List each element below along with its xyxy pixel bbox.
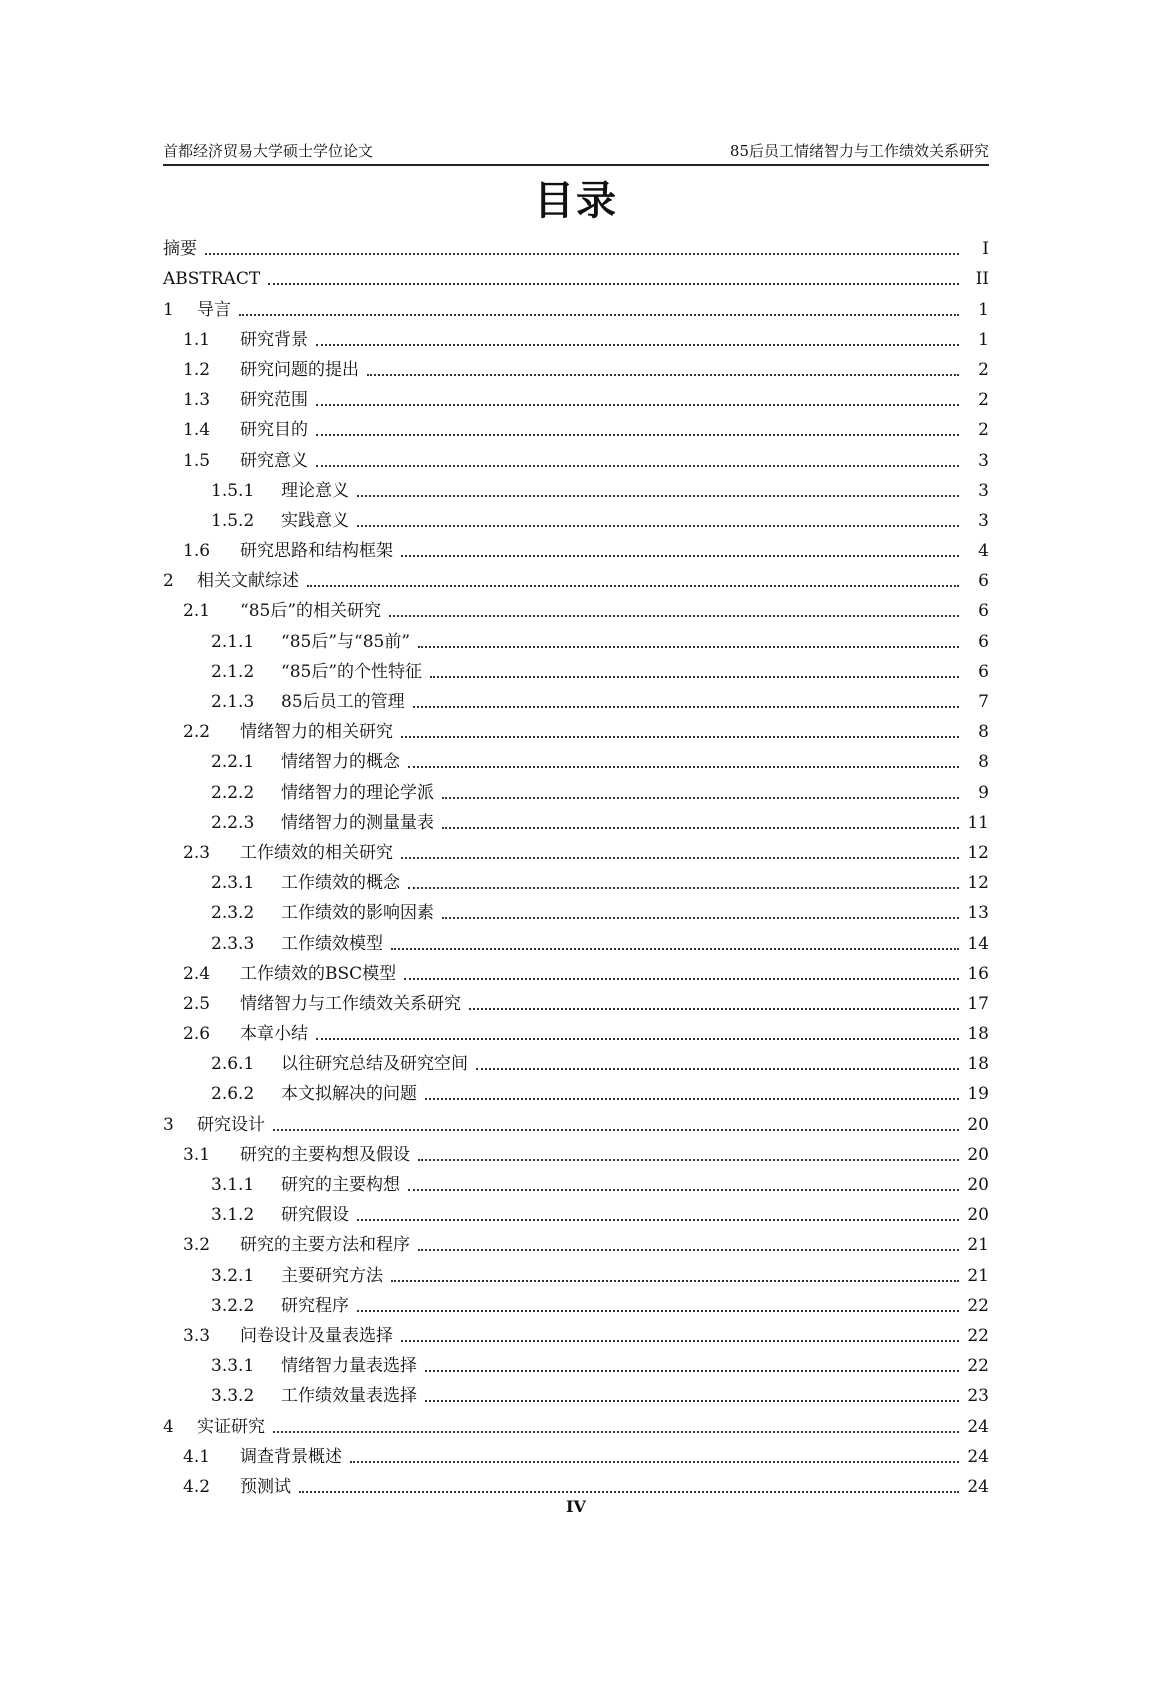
toc-entry-title: 85后员工的管理 [281, 692, 405, 712]
toc-entry-page: 3 [978, 510, 989, 531]
toc-entry[interactable] [163, 1015, 989, 1045]
toc-entry-page: 18 [967, 1024, 989, 1045]
toc-entry[interactable] [163, 1226, 989, 1256]
toc-dot-leader [401, 1339, 959, 1342]
toc-entry-number: 1.5.1 [211, 480, 255, 501]
toc-dot-leader [404, 977, 959, 980]
toc-entry-number: 3.3 [183, 1325, 211, 1346]
toc-entry-page: 1 [978, 299, 989, 320]
toc-entry-title: “85后”的相关研究 [240, 601, 382, 622]
toc-entry-page: 24 [967, 1416, 989, 1437]
page-title: 目录 [534, 178, 618, 224]
toc-entry-page: 2 [978, 359, 989, 380]
toc-entry[interactable] [163, 1075, 989, 1105]
toc-entry-number: 1.1 [183, 329, 211, 350]
page-number: IV [566, 1497, 586, 1516]
toc-dot-leader [389, 614, 959, 617]
toc-entry-page: 11 [967, 812, 989, 833]
toc-entry-title: 问卷设计及量表选择 [240, 1325, 393, 1346]
toc-entry[interactable] [163, 472, 989, 502]
toc-entry[interactable] [163, 985, 989, 1015]
toc-entry[interactable] [163, 1468, 989, 1498]
toc-entry-title: “85后”的个性特征 [281, 661, 423, 682]
toc-entry[interactable] [163, 1287, 989, 1317]
toc-entry-page: 6 [978, 601, 989, 622]
toc-dot-leader [299, 1490, 959, 1493]
toc-entry-title: 情绪智力的概念 [281, 752, 400, 773]
toc-entry[interactable] [163, 1377, 989, 1407]
toc-entry-number: 2.6.1 [211, 1054, 255, 1075]
toc-entry-title: 研究目的 [240, 420, 308, 441]
toc-entry[interactable] [163, 441, 989, 471]
toc-entry-page: 16 [967, 963, 989, 984]
toc-entry-title: 情绪智力量表选择 [281, 1356, 417, 1377]
toc-entry[interactable] [163, 411, 989, 441]
toc-entry-number: 2.4 [183, 963, 211, 984]
toc-entry[interactable] [163, 743, 989, 773]
toc-entry-page: 13 [967, 903, 989, 924]
toc-entry-number: 2.1.3 [211, 692, 255, 712]
toc-dot-leader [408, 765, 959, 768]
toc-entry[interactable] [163, 321, 989, 351]
toc-dot-leader [391, 947, 959, 950]
toc-entry-page: 8 [978, 722, 989, 743]
toc-entry-page: 17 [967, 993, 989, 1014]
toc-entry[interactable] [163, 834, 989, 864]
toc-dot-leader [401, 554, 959, 557]
toc-entry[interactable] [163, 1256, 989, 1286]
toc-dot-leader [239, 313, 959, 316]
toc-entry[interactable] [163, 1045, 989, 1075]
toc-dot-leader [408, 886, 959, 889]
toc-entry-title: 研究范围 [240, 390, 308, 411]
toc-entry-number: 1.4 [183, 420, 211, 441]
toc-entry-title: 实证研究 [197, 1416, 265, 1437]
toc-entry[interactable] [163, 381, 989, 411]
toc-entry-number: 4 [163, 1416, 174, 1437]
toc-entry-title: 研究的主要构想及假设 [240, 1144, 410, 1165]
toc-entry[interactable] [163, 713, 989, 743]
toc-entry-title: 导言 [197, 299, 231, 320]
toc-dot-leader [442, 796, 959, 799]
toc-entry-title: 研究假设 [281, 1205, 349, 1226]
toc-entry[interactable] [163, 532, 989, 562]
toc-entry-title: 情绪智力的测量量表 [281, 812, 434, 833]
toc-entry[interactable] [163, 955, 989, 985]
toc-dot-leader [205, 252, 959, 255]
toc-entry-title: 理论意义 [281, 480, 349, 501]
toc-dot-leader [357, 1218, 959, 1221]
toc-entry-number: 3.2.2 [211, 1295, 255, 1316]
toc-entry-number: 2.1.1 [211, 631, 255, 652]
toc-entry-title: 工作绩效模型 [281, 933, 383, 954]
toc-entry-page: II [975, 269, 989, 290]
toc-entry[interactable] [163, 290, 989, 320]
toc-entry-number: 3 [163, 1114, 174, 1135]
toc-dot-leader [425, 1399, 959, 1402]
toc-entry-title: 研究意义 [240, 450, 308, 471]
toc-dot-leader [418, 1158, 959, 1161]
toc-dot-leader [430, 675, 959, 678]
toc-entry-title: 情绪智力的理论学派 [281, 782, 434, 803]
toc-entry-page: 22 [967, 1325, 989, 1346]
toc-entry[interactable] [163, 1347, 989, 1377]
toc-entry[interactable] [163, 622, 989, 652]
toc-entry-title: ABSTRACT [163, 269, 261, 290]
toc-entry-title: 情绪智力的相关研究 [240, 722, 393, 743]
toc-entry-page: 24 [967, 1446, 989, 1467]
toc-entry-title: 本章小结 [240, 1024, 308, 1045]
toc-entry-page: 20 [967, 1175, 989, 1195]
toc-entry-page: 23 [967, 1386, 989, 1407]
toc-dot-leader [401, 735, 959, 738]
toc-entry[interactable] [163, 864, 989, 894]
toc-entry-number: 3.1 [183, 1144, 211, 1165]
toc-entry-title: 以往研究总结及研究空间 [281, 1054, 468, 1075]
toc-entry-page: 20 [967, 1205, 989, 1226]
toc-entry-number: 3.3.1 [211, 1356, 255, 1377]
toc-entry-number: 1.6 [183, 541, 211, 562]
toc-entry-number: 3.1.2 [211, 1205, 255, 1226]
toc-entry-title: 研究程序 [281, 1295, 349, 1316]
toc-entry-number: 1.5 [183, 450, 211, 471]
toc-entry[interactable] [163, 653, 989, 683]
toc-entry-title: “85后”与“85前” [281, 631, 411, 652]
toc-entry-number: 4.1 [183, 1446, 211, 1467]
toc-entry-title: 工作绩效量表选择 [281, 1386, 417, 1407]
header-thesis-title: 85后员工情绪智力与工作绩效关系研究 [729, 142, 989, 160]
table-of-contents [163, 230, 989, 1498]
toc-entry-number: 2.6 [183, 1024, 211, 1045]
toc-dot-leader [391, 1279, 959, 1282]
toc-entry[interactable] [163, 502, 989, 532]
toc-entry-title: 工作绩效的影响因素 [281, 903, 434, 924]
toc-entry-title: 主要研究方法 [281, 1265, 383, 1286]
toc-entry-number: 2.1 [183, 601, 211, 622]
toc-entry[interactable] [163, 1407, 989, 1437]
toc-dot-leader [425, 1369, 959, 1372]
toc-dot-leader [357, 524, 959, 527]
toc-entry[interactable] [163, 1166, 989, 1196]
toc-entry-number: 2.6.2 [211, 1084, 255, 1105]
toc-dot-leader [442, 916, 959, 919]
toc-entry-number: 2.3.1 [211, 873, 255, 894]
toc-dot-leader [408, 1188, 959, 1191]
toc-entry-number: 1 [163, 299, 174, 320]
toc-entry[interactable] [163, 592, 989, 622]
toc-entry-page: 6 [978, 571, 989, 592]
toc-entry-page: 21 [967, 1265, 989, 1286]
toc-entry[interactable] [163, 1136, 989, 1166]
toc-dot-leader [401, 856, 959, 859]
toc-entry-page: 6 [978, 661, 989, 682]
toc-entry-title: 本文拟解决的问题 [281, 1084, 417, 1105]
toc-entry-page: 20 [967, 1114, 989, 1135]
toc-entry[interactable] [163, 773, 989, 803]
toc-entry-page: 9 [978, 782, 989, 803]
toc-entry-page: 22 [967, 1356, 989, 1377]
toc-entry-page: 3 [978, 480, 989, 501]
toc-entry-page: 14 [967, 933, 989, 954]
toc-entry-number: 2.3.3 [211, 933, 255, 954]
toc-entry-number: 2.2.3 [211, 812, 255, 833]
toc-entry[interactable] [163, 924, 989, 954]
toc-entry-title: 相关文献综述 [197, 571, 299, 592]
toc-entry[interactable] [163, 1105, 989, 1135]
toc-entry-page: 7 [978, 692, 989, 712]
toc-entry[interactable] [163, 804, 989, 834]
toc-entry[interactable] [163, 562, 989, 592]
toc-entry-title: 研究思路和结构框架 [240, 541, 393, 562]
toc-dot-leader [367, 373, 959, 376]
toc-entry-page: 6 [978, 631, 989, 652]
toc-entry-page: 12 [967, 842, 989, 863]
toc-entry-title: 摘要 [163, 239, 197, 260]
toc-entry-page: 24 [967, 1476, 989, 1497]
toc-dot-leader [316, 433, 959, 436]
toc-entry-title: 情绪智力与工作绩效关系研究 [240, 993, 461, 1014]
toc-entry-page: I [982, 239, 989, 260]
toc-entry[interactable] [163, 683, 989, 713]
toc-dot-leader [273, 1430, 959, 1433]
toc-entry-number: 1.2 [183, 359, 211, 380]
toc-dot-leader [418, 1248, 959, 1251]
toc-entry-number: 2.5 [183, 993, 211, 1014]
toc-dot-leader [418, 645, 959, 648]
toc-entry-page: 3 [978, 450, 989, 471]
toc-dot-leader [413, 705, 959, 708]
toc-entry-number: 1.3 [183, 390, 211, 411]
header-university: 首都经济贸易大学硕士学位论文 [163, 142, 374, 160]
toc-entry-number: 2.2.1 [211, 752, 255, 773]
toc-dot-leader [469, 1007, 959, 1010]
toc-entry-page: 22 [967, 1295, 989, 1316]
toc-dot-leader [316, 1037, 959, 1040]
toc-entry-title: 调查背景概述 [240, 1446, 342, 1467]
toc-entry-page: 1 [978, 329, 989, 350]
toc-dot-leader [425, 1097, 959, 1100]
toc-entry-page: 4 [978, 541, 989, 562]
toc-entry-number: 3.2 [183, 1235, 211, 1256]
toc-entry[interactable] [163, 351, 989, 381]
toc-entry-page: 19 [967, 1084, 989, 1105]
running-header [163, 140, 989, 166]
toc-entry-number: 1.5.2 [211, 510, 255, 531]
toc-entry-page: 21 [967, 1235, 989, 1256]
toc-dot-leader [476, 1067, 959, 1070]
toc-entry-title: 研究设计 [197, 1114, 265, 1135]
toc-entry-title: 预测试 [240, 1476, 291, 1497]
toc-dot-leader [350, 1460, 959, 1463]
toc-dot-leader [357, 1309, 959, 1312]
toc-entry-title: 研究的主要方法和程序 [240, 1235, 410, 1256]
toc-entry-title: 工作绩效的概念 [281, 873, 400, 894]
toc-entry-number: 2.2 [183, 722, 211, 743]
toc-entry-number: 3.3.2 [211, 1386, 255, 1407]
toc-entry-page: 12 [967, 873, 989, 894]
toc-entry-title: 工作绩效的相关研究 [240, 842, 393, 863]
toc-entry-number: 2.1.2 [211, 661, 255, 682]
toc-dot-leader [442, 826, 959, 829]
toc-entry-title: 研究问题的提出 [240, 359, 359, 380]
toc-entry-page: 8 [978, 752, 989, 773]
toc-entry-number: 3.2.1 [211, 1265, 255, 1286]
toc-entry-number: 2.3.2 [211, 903, 255, 924]
toc-entry-page: 18 [967, 1054, 989, 1075]
toc-entry-number: 2 [163, 571, 174, 592]
toc-dot-leader [316, 464, 959, 467]
toc-entry-page: 2 [978, 390, 989, 411]
toc-entry[interactable] [163, 260, 989, 290]
toc-dot-leader [273, 1128, 959, 1131]
toc-dot-leader [268, 282, 959, 285]
toc-entry-number: 4.2 [183, 1476, 211, 1497]
toc-dot-leader [307, 584, 959, 587]
toc-entry-number: 2.2.2 [211, 782, 255, 803]
toc-entry-number: 2.3 [183, 842, 211, 863]
toc-entry[interactable] [163, 1438, 989, 1468]
toc-entry[interactable] [163, 894, 989, 924]
toc-entry-title: 研究背景 [240, 329, 308, 350]
toc-entry[interactable] [163, 230, 989, 260]
toc-entry[interactable] [163, 1317, 989, 1347]
toc-dot-leader [357, 494, 959, 497]
toc-entry-title: 研究的主要构想 [281, 1175, 400, 1195]
toc-dot-leader [316, 403, 959, 406]
toc-entry-title: 实践意义 [281, 510, 349, 531]
toc-entry-title: 工作绩效的BSC模型 [240, 963, 397, 984]
toc-dot-leader [316, 343, 959, 346]
toc-entry-number: 3.1.1 [211, 1175, 255, 1195]
toc-entry-page: 20 [967, 1144, 989, 1165]
toc-entry-page: 2 [978, 420, 989, 441]
toc-entry[interactable] [163, 1196, 989, 1226]
